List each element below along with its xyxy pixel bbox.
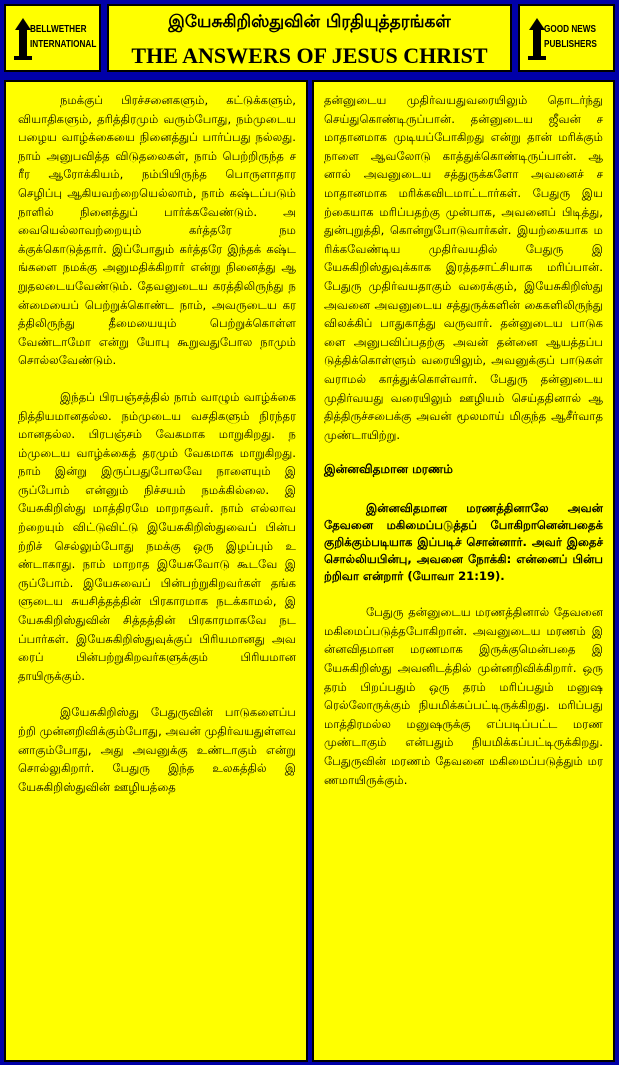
title-box bbox=[107, 4, 512, 72]
right-column bbox=[312, 80, 615, 1062]
right-paragraph-1: தன்னுடைய முதிர்வயதுவரையிலும் தொடர்ந்து செய்துகொண்டிருப்பான். தன்னுடைய ஜீவன் சமாதானமாக முடியப்போகிறது என்று தான் மரிக்கும் நாளை ஆவலோடு காத்துக்கொண்டிருப்பான். ஆனால் அவனுடைய சத்துருக்களோ அவனைச் சமாதானமாக மரிக்கவிடமாட்டார்கள். பேதுரு இயற்கையாக மரிப்பதற்கு முன்பாக, அவனைப் பிடித்து, துன்புறுத்தி, கொன்றுபோடுவார்கள். இயற்கையாக மரிக்கவேண்டிய முதிர்வயதில் பேதுரு இயேசுகிறிஸ்துவுக்காக இரத்தசாட்சியாக மரிப்பான். பேதுரு முதிர்வயதாகும் வரைக்கும், இயேசுகிறிஸ்து அவனை அவனுடைய சத்துருக்களின் கைகளிலிருந்து விலக்கிப் பாதுகாத்து வருவார். தன்னுடைய பாடுகளை அனுபவிப்பதற்கு அவன் தன்னை ஆயத்தப்படுத்திக்கொள்ளும் வரையிலும், அவனுக்குப் பாடுகள் வராமல் காத்துக்கொள்வார். பேதுரு தன்னுடைய முதிர்வயது வரையிலும் ஊழியம் செய்ததினால் ஆதித்திருச்சபைக்கு அவன் மூலமாய் மிகுந்த ஆசீர்வாதமுண்டாயிற்று. bbox=[324, 93, 603, 442]
good-news-logo-text: GOOD NEWS PUBLISHERS bbox=[544, 24, 597, 50]
left-column bbox=[4, 80, 308, 1062]
bellwether-logo-text: BELLWETHER INTERNATIONAL bbox=[30, 24, 97, 50]
bible-verse: இன்னவிதமான மரணத்தினாலே அவன் தேவனை மகிமைப்படுத்தப் போகிறானென்பதைக் குறிக்கும்படியாக இப்படிச் சொன்னார். அவர் இதைச் சொல்லியபின்பு, அவனை நோக்கி: என்னைப் பின்பற்றிவா என்றார் (யோவா 21:19). bbox=[324, 501, 603, 584]
section-heading: இன்னவிதமான மரணம் bbox=[324, 462, 453, 477]
left-paragraph-2: இந்தப் பிரபஞ்சத்தில் நாம் வாழும் வாழ்க்கை நித்தியமானதல்ல. நம்முடைய வசதிகளும் நிரந்தரமானதல்ல. பிரபஞ்சம் வேகமாக மாறுகிறது. நம்முடைய வாழ்க்கைத் தரமும் வேகமாக மாறுகிறது. நாம் இன்று இருப்பதுபோலவே நாளையும் இருப்போம் என்னும் நிச்சயம் நமக்கில்லை. இயேசுகிறிஸ்து மாத்திரமே மாறாதவர். நாம் எல்லாவற்றையும் விட்டுவிட்டு இயேசுகிறிஸ்துவைப் பின்பற்றிச் செல்லும்போது நமக்கு ஒரு இழப்பும் உண்டாகாது. நாம் மாறாத இயேசுவோடு கூடவே இருப்போம். இயேசுவைப் பின்பற்றுகிறவர்கள் தங்களுடைய சுயசித்தத்தின் பிரகாரமாக நடக்காமல், இயேசுகிறிஸ்துவின் சித்தத்தின் பிரகாரமாகவே நடப்பார்கள். இயேசுகிறிஸ்துவுக்குப் பிரியமானது அவரைப் பின்பற்றுகிறவர்களுக்கும் பிரியமானதாயிருக்கும். bbox=[18, 389, 296, 683]
bellwether-logo-box bbox=[4, 4, 101, 72]
left-paragraph-1: நமக்குப் பிரச்சனைகளும், கட்டுக்களும், வியாதிகளும், தரித்திரமும் வரும்போது, நம்முடைய பழைய வாழ்க்கையை நினைத்துப் பார்ப்பது நல்லது. நாம் அனுபவித்த விடுதலைகள், நாம் பெற்றிருந்த சரீர ஆரோக்கியம், நம்பியிருந்த பொருளாதார செழிப்பு ஆகியவற்றையெல்லாம், நாம் கஷ்டப்படும் நாளில் நினைத்துப் பார்க்கவேண்டும். அவையெல்லாவற்றையும் கர்த்தரே நமக்குக்கொடுத்தார். இப்போதும் கர்த்தரே இந்தக் கஷ்டங்களை நமக்கு அனுமதிக்கிறார் என்று நினைத்து ஆறுதலடையவேண்டும். தேவனுடைய கரத்திலிருந்து நன்மையைப் பெற்றுக்கொண்ட நாம், அவருடைய கரத்திலிருந்து தீமையையும் பெற்றுக்கொள்ளவேண்டாமோ என்று யோபு கூறுவதுபோல நாமும் சொல்லவேண்டும். bbox=[18, 93, 296, 368]
good-news-logo-box bbox=[518, 4, 615, 72]
left-paragraph-3: இயேசுகிறிஸ்து பேதுருவின் பாடுகளைப்பற்றி முன்னறிவிக்கும்போது, அவன் முதிர்வயதுள்ளவனாகும்போது, அது அவனுக்கு உண்டாகும் என்று சொல்லுகிறார். பேதுரு இந்த உலகத்தில் இயேசுகிறிஸ்துவின் ஊழியத்தை bbox=[18, 705, 296, 794]
page-title-english: THE ANSWERS OF JESUS CHRIST bbox=[131, 43, 488, 68]
page-title-tamil: இயேசுகிறிஸ்துவின் பிரதியுத்தரங்கள் bbox=[168, 12, 451, 32]
right-paragraph-2: பேதுரு தன்னுடைய மரணத்தினால் தேவனை மகிமைப்படுத்தபோகிறான். அவனுடைய மரணம் இன்னவிதமான மரணமாக இருக்குமென்பதை இயேசுகிறிஸ்து அவனிடத்தில் முன்னறிவிக்கிறார். ஒரு தரம் பிறப்பதும் ஒரு தரம் மரிப்பதும் மனுஷரெல்லோருக்கும் நியமிக்கப்பட்டிருக்கிறது. மரிப்பது மாத்திரமல்ல மனுஷருக்கு எப்படிப்பட்ட மரணமுண்டாகும் என்பதும் நியமிக்கப்பட்டிருக்கிறது. பேதுருவின் மரணம் தேவனை மகிமைப்படுத்தும் மரணமாயிருக்கும். bbox=[324, 605, 603, 787]
